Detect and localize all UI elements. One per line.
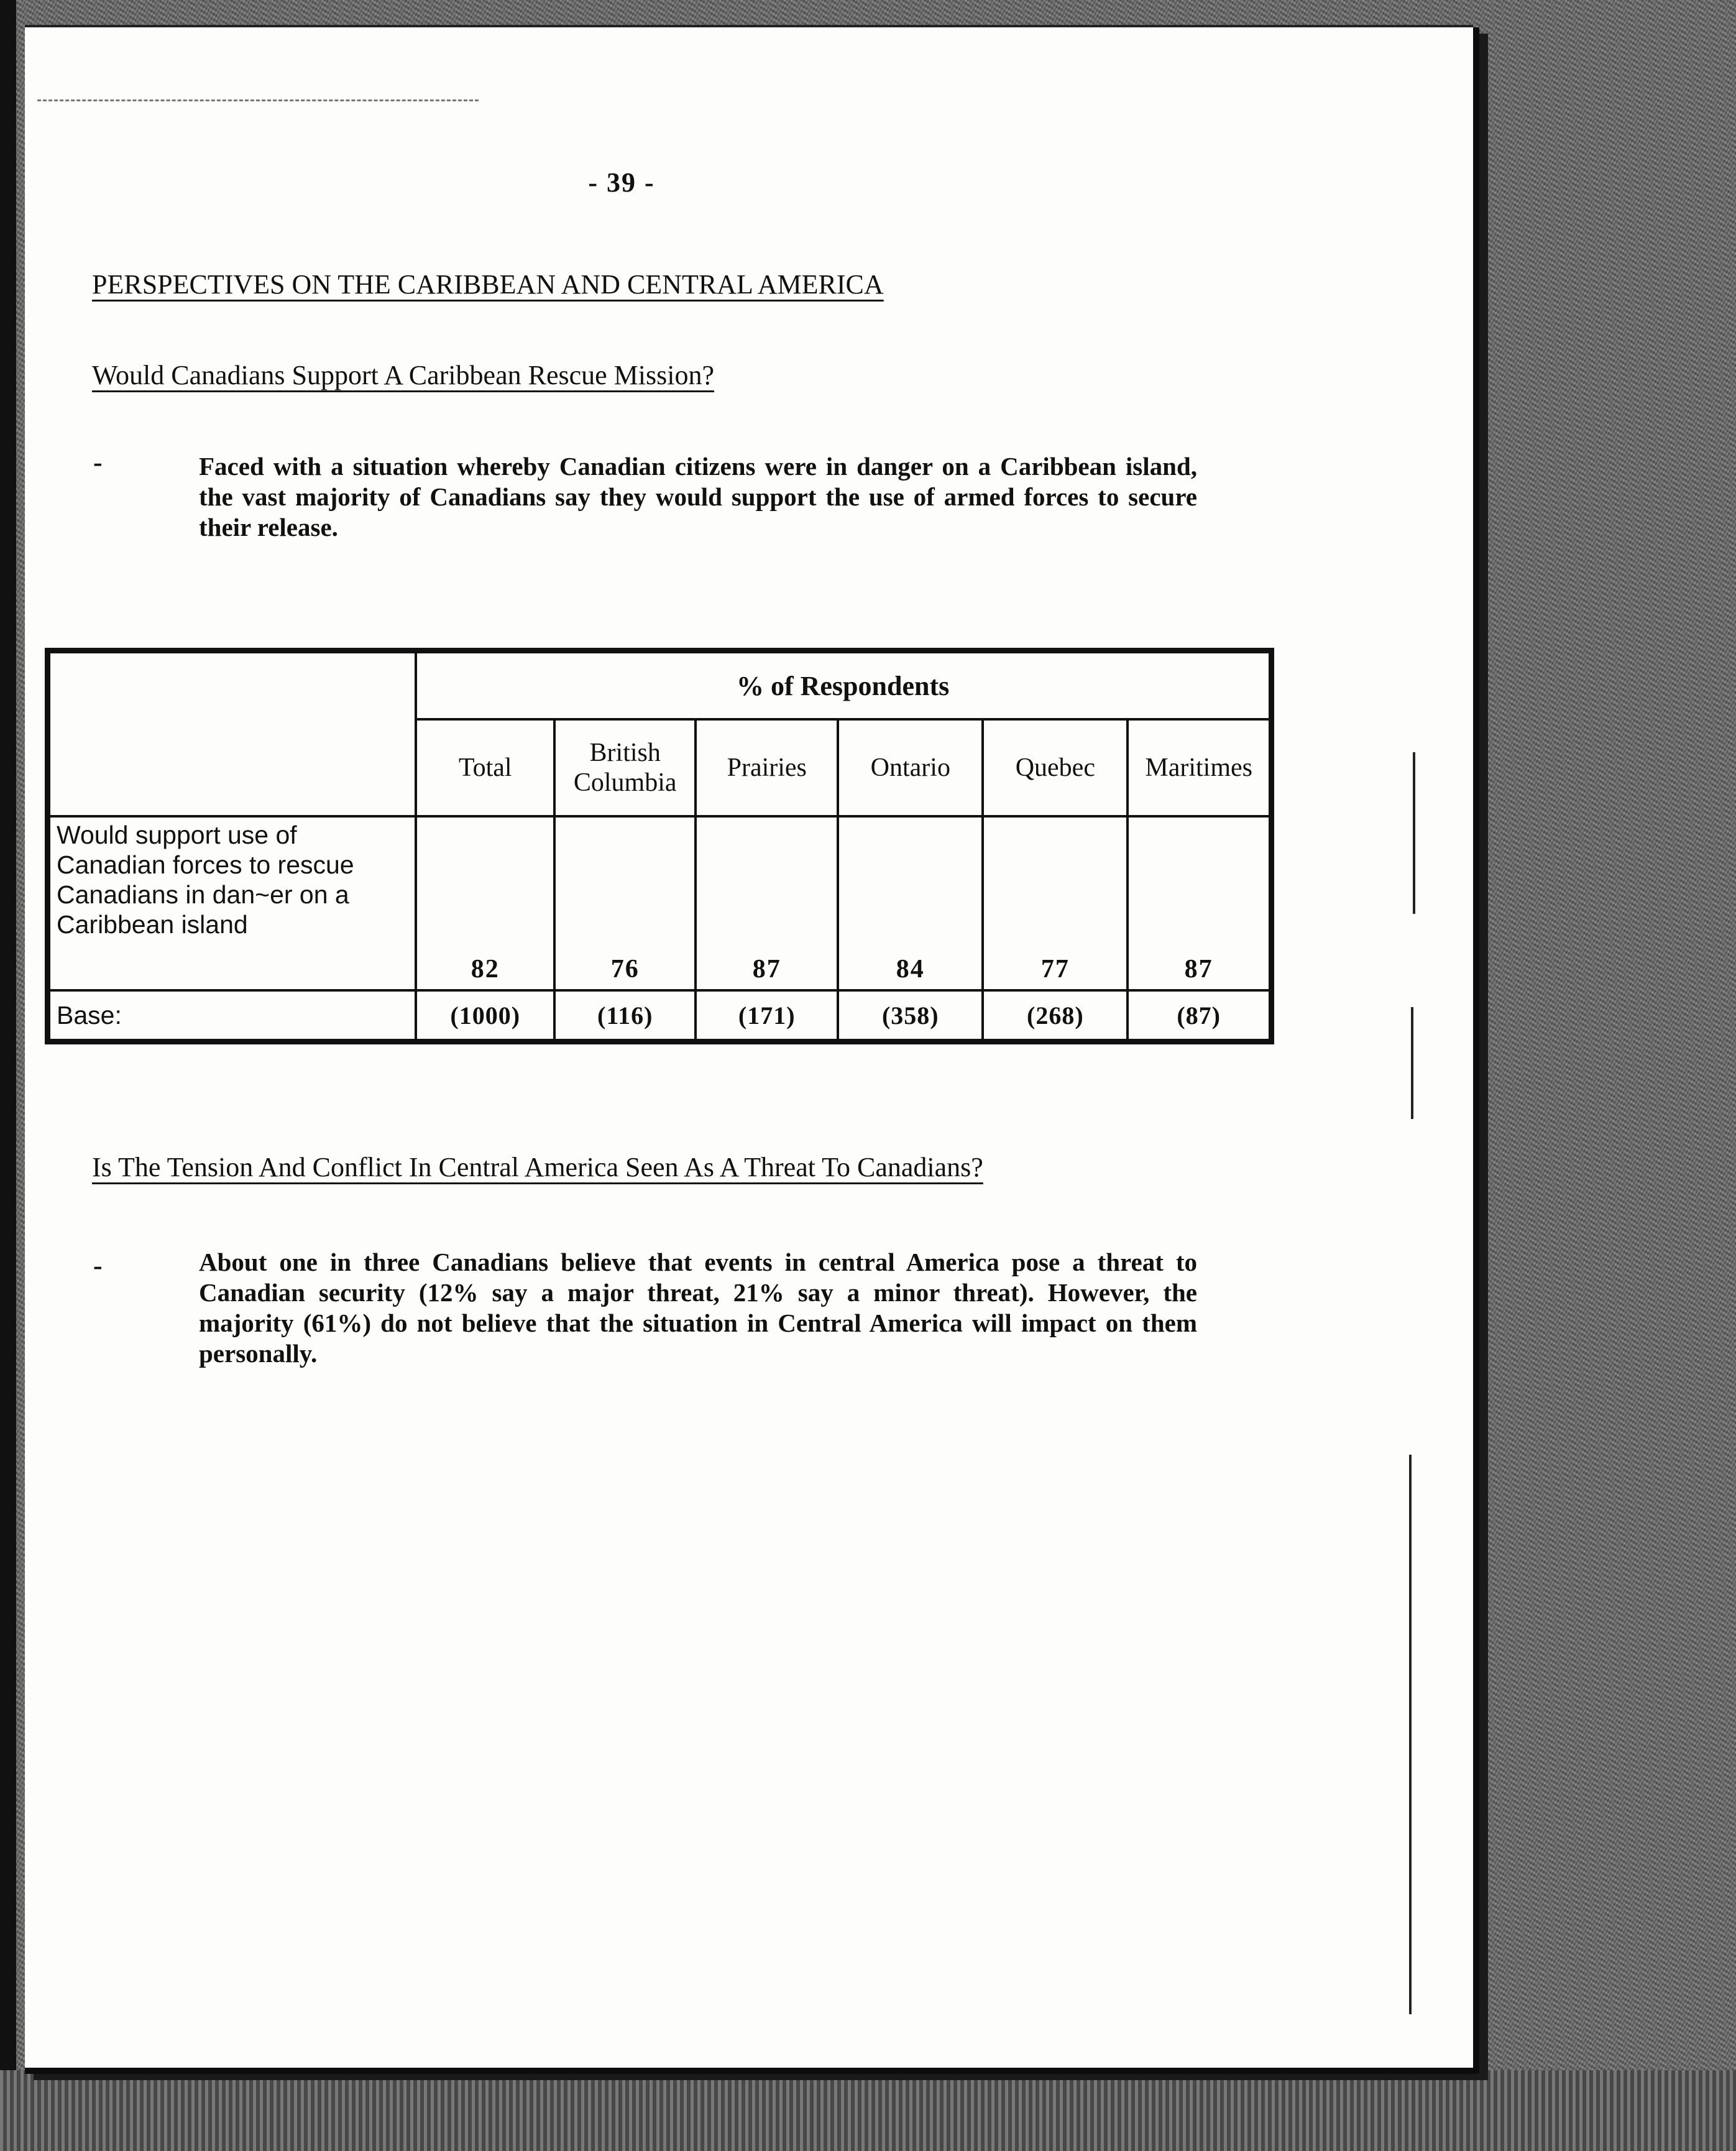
table-group-header-row — [48, 651, 1272, 720]
value-quebec: 77 — [983, 816, 1127, 990]
bullet-marker: - — [93, 447, 103, 477]
table-row — [48, 816, 1272, 990]
scan-artifact-mark — [1409, 1455, 1412, 2014]
table-corner-cell — [48, 651, 416, 817]
column-header-british-columbia — [554, 719, 696, 816]
column-header-label: British Columbia — [573, 739, 677, 797]
respondents-table — [45, 648, 1274, 1044]
base-ontario: (358) — [838, 990, 983, 1042]
value-total: 82 — [416, 816, 554, 990]
page-number: - 39 - — [588, 167, 655, 198]
scan-artifact-mark — [1411, 1007, 1413, 1119]
value-ontario: 84 — [838, 816, 983, 990]
percent-respondents-header: % of Respondents — [416, 651, 1271, 720]
value-maritimes: 87 — [1127, 816, 1271, 990]
question-1-heading: Would Canadians Support A Caribbean Rescue Mission? — [92, 360, 714, 390]
question-1-paragraph: Faced with a situation whereby Canadian citizens were in danger on a Caribbean island, the vast majority of Canadians say they would support the use of armed forces to secure their release. — [199, 452, 1197, 541]
scan-artifact-mark — [1413, 752, 1415, 914]
base-prairies: (171) — [696, 990, 838, 1042]
column-header-total: Total — [416, 719, 554, 816]
question-2-heading: Is The Tension And Conflict In Central America Seen As A Threat To Canadians? — [92, 1152, 983, 1182]
document-page — [25, 27, 1479, 2074]
column-header-maritimes: Maritimes — [1127, 719, 1271, 816]
base-label: Base: — [48, 990, 416, 1042]
section-title: PERSPECTIVES ON THE CARIBBEAN AND CENTRAL AMERICA — [92, 269, 884, 300]
base-british-columbia: (116) — [554, 990, 696, 1042]
scan-bottom-strip — [0, 2070, 1736, 2151]
column-header-ontario: Ontario — [838, 719, 983, 816]
base-quebec: (268) — [983, 990, 1127, 1042]
column-header-prairies: Prairies — [696, 719, 838, 816]
base-total: (1000) — [416, 990, 554, 1042]
bullet-marker: - — [93, 1250, 103, 1281]
row-label: Would support use of Canadian forces to rescue Canadians in dan~er on a Caribbean island — [48, 816, 416, 990]
base-maritimes: (87) — [1127, 990, 1271, 1042]
binding-edge — [0, 0, 16, 2151]
scan-artifact-line — [37, 99, 479, 101]
column-header-quebec: Quebec — [983, 719, 1127, 816]
question-2-paragraph: About one in three Canadians believe that events in central America pose a threat to Canadian security (12% say a major threat, 21% say a minor threat). However, the majority (61%) do not believe that the situation in Central America will impact on them personally. — [199, 1248, 1197, 1368]
value-prairies: 87 — [696, 816, 838, 990]
value-british-columbia: 76 — [554, 816, 696, 990]
base-row — [48, 990, 1272, 1042]
